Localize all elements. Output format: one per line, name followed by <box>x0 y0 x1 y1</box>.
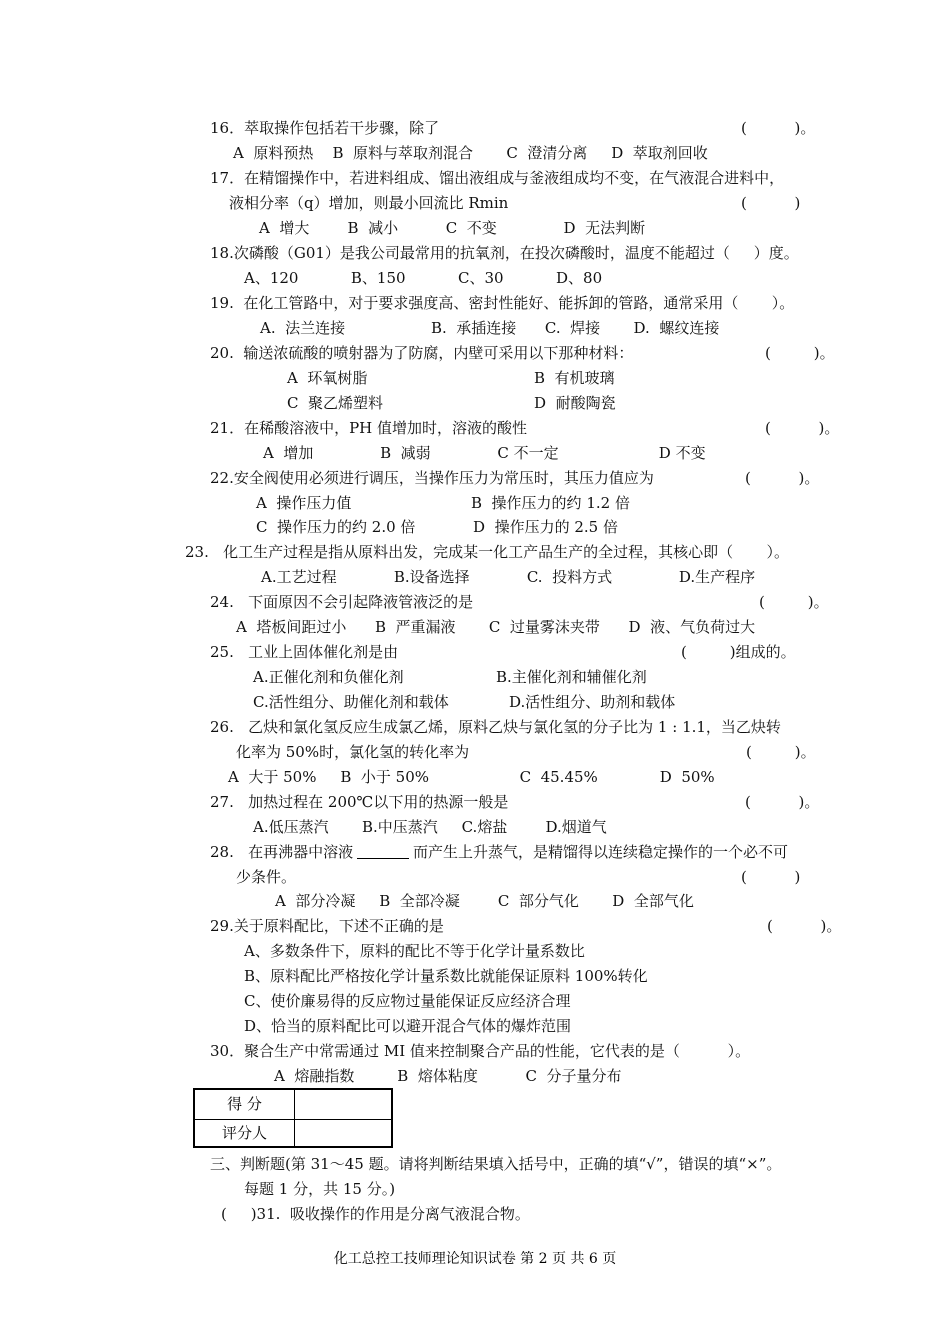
text-line: A.正催化剂和负催化剂 <box>253 668 404 686</box>
text-line: A. 法兰连接 B. 承插连接 C. 焊接 D. 螺纹连接 <box>260 319 720 337</box>
text-line: B.主催化剂和辅催化剂 <box>496 668 647 686</box>
text-line: ( )。 <box>765 344 835 362</box>
text-line: 16．萃取操作包括若干步骤，除了 <box>210 119 440 137</box>
text-line: B 有机玻璃 <box>534 369 615 387</box>
text-line: ( )。 <box>765 419 840 437</box>
text-line: D.活性组分、助剂和载体 <box>509 693 676 711</box>
text-line: A 大于 50% B 小于 50% C 45.45% D 50% <box>228 768 715 786</box>
text-line: A 熔融指数 B 熔体粘度 C 分子量分布 <box>274 1067 622 1085</box>
text-line: 25. 工业上固体催化剂是由 <box>210 643 399 661</box>
text-line: ( )。 <box>746 743 816 761</box>
text-line: 19. 在化工管路中，对于要求强度高、密封性能好、能拆卸的管路，通常采用（ ）。 <box>210 294 795 312</box>
text-line: ( )。 <box>759 593 829 611</box>
text-line: ( )。 <box>741 119 816 137</box>
text-line: A 操作压力值 <box>256 494 352 512</box>
text-line: 28. 在再沸器中溶液 <box>210 843 354 861</box>
text-line: A.低压蒸汽 B.中压蒸汽 C.熔盐 D.烟道气 <box>253 818 607 836</box>
text-line: 少条件。 <box>236 868 297 886</box>
text-line: 液相分率（q）增加，则最小回流比 Rmin <box>229 194 509 212</box>
text-line: 30．聚合生产中常需通过 MI 值来控制聚合产品的性能，它代表的是（ ）。 <box>210 1042 751 1060</box>
text-line: 29.关于原料配比，下述不正确的是 <box>210 917 444 935</box>
text-line: 21．在稀酸溶液中，PH 值增加时，溶液的酸性 <box>210 419 528 437</box>
text-line: C、使价廉易得的反应物过量能保证反应经济合理 <box>244 992 571 1010</box>
text-line: 而产生上升蒸气，是精馏得以连续稳定操作的一个必不可 <box>413 843 789 861</box>
fill-blank-28 <box>357 844 409 859</box>
text-line: 22.安全阀使用必须进行调压，当操作压力为常压时，其压力值应为 <box>210 469 654 487</box>
text-line: ( ) <box>741 194 801 212</box>
text-line: ( ) <box>741 868 801 886</box>
text-line: 化率为 50%时，氯化氢的转化率为 <box>236 743 470 761</box>
text-line: B 操作压力的约 1.2 倍 <box>471 494 630 512</box>
text-line: C.活性组分、助催化剂和载体 <box>253 693 449 711</box>
text-line: A、多数条件下，原料的配比不等于化学计量系数比 <box>244 942 585 960</box>
text-line: A.工艺过程 B.设备选择 C. 投料方式 D.生产程序 <box>261 568 756 586</box>
text-line: A 增大 B 减小 C 不变 D 无法判断 <box>259 219 646 237</box>
text-line: 26. 乙炔和氯化氢反应生成氯乙烯，原料乙炔与氯化氢的分子比为 1 : 1.1，当乙炔转 <box>210 718 781 736</box>
text-line: 18.次磷酸（G01）是我公司最常用的抗氧剂，在投次磷酸时，温度不能超过（ ）度。 <box>210 244 799 262</box>
score-row <box>195 1090 391 1120</box>
text-line: C 操作压力的约 2.0 倍 <box>256 518 416 536</box>
text-line: A 环氧树脂 <box>287 369 368 387</box>
text-line: 24. 下面原因不会引起降液管液泛的是 <box>210 593 474 611</box>
text-line: 17．在精馏操作中，若进料组成、馏出液组成与釜液组成均不变，在气液混合进料中， <box>210 169 785 187</box>
text-line: D 操作压力的 2.5 倍 <box>473 518 618 536</box>
text-line: A 增加 B 减弱 C 不一定 D 不变 <box>263 444 706 462</box>
text-line: 三、判断题(第 31～45 题。请将判断结果填入括号中，正确的填“√”，错误的填“×”。 <box>210 1155 782 1173</box>
grader-label: 评分人 <box>195 1119 295 1148</box>
score-label: 得 分 <box>195 1090 295 1119</box>
text-line: ( )组成的。 <box>681 643 796 661</box>
text-line: D、恰当的原料配比可以避开混合气体的爆炸范围 <box>244 1017 572 1035</box>
grader-row <box>195 1119 391 1148</box>
text-line: C 聚乙烯塑料 <box>287 394 384 412</box>
text-line: D 耐酸陶瓷 <box>534 394 616 412</box>
text-line: 23. 化工生产过程是指从原料出发，完成某一化工产品生产的全过程，其核心即（ ）。 <box>185 543 790 561</box>
page-footer: 化工总控工技师理论知识试卷 第 2 页 共 6 页 <box>333 1251 617 1267</box>
text-line: B、原料配比严格按化学计量系数比就能保证原料 100%转化 <box>244 967 648 985</box>
text-line: 27. 加热过程在 200℃以下用的热源一般是 <box>210 793 509 811</box>
text-line: A 塔板间距过小 B 严重漏液 C 过量雾沫夹带 D 液、气负荷过大 <box>236 618 756 636</box>
text-line: A、120 B、150 C、30 D、80 <box>244 269 603 287</box>
text-line: A 部分冷凝 B 全部冷凝 C 部分气化 D 全部气化 <box>275 892 694 910</box>
text-line: ( )。 <box>767 917 842 935</box>
text-line: ( )31. 吸收操作的作用是分离气液混合物。 <box>221 1205 530 1223</box>
score-table <box>193 1088 393 1148</box>
text-line: ( )。 <box>745 469 820 487</box>
text-line: ( )。 <box>745 793 820 811</box>
text-line: A 原料预热 B 原料与萃取剂混合 C 澄清分离 D 萃取剂回收 <box>233 144 708 162</box>
text-line: 每题 1 分，共 15 分。) <box>244 1180 396 1198</box>
text-line: 20. 输送浓硫酸的喷射器为了防腐，内壁可采用以下那种材料： <box>210 344 634 362</box>
